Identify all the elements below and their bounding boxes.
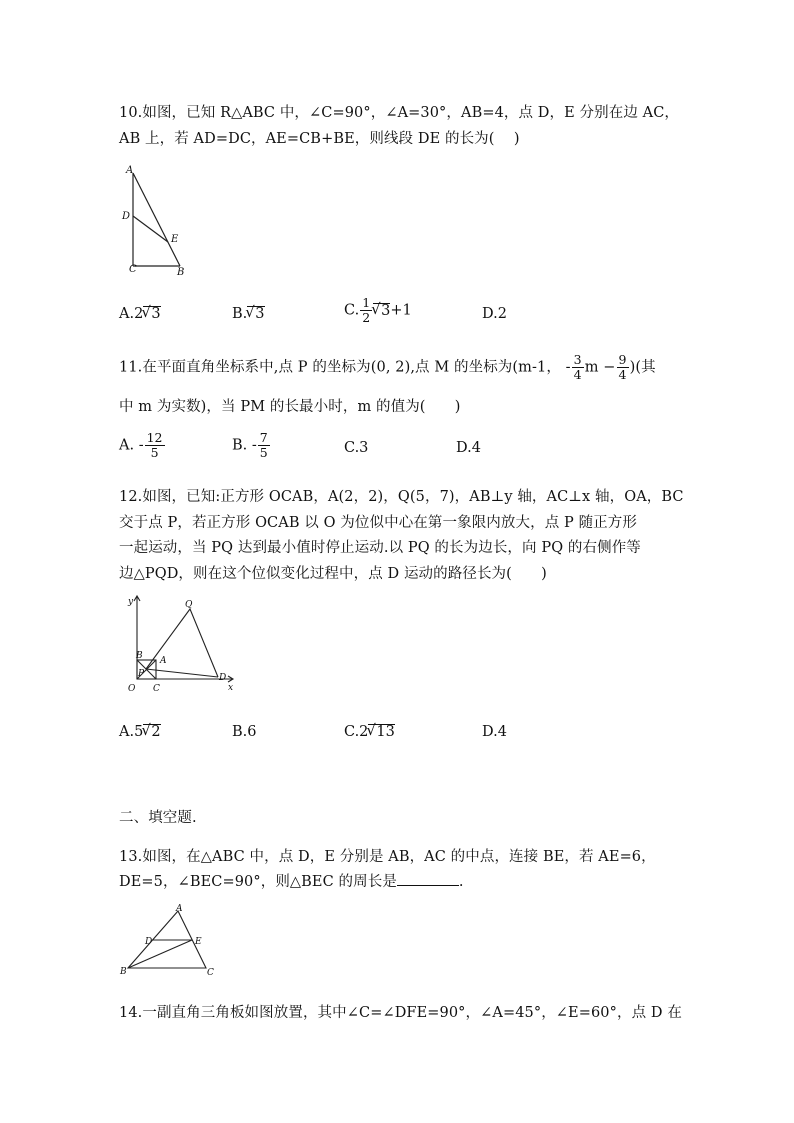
q10-option-d: D.2 [482, 306, 507, 322]
q12-label-P: P [138, 669, 145, 679]
q12-option-a: A.5√ 2 [119, 724, 161, 740]
q10-label-A: A [126, 165, 134, 176]
q12-text-line4: 边△PQD，则在这个位似变化过程中，点 D 运动的路径长为( ) [119, 566, 547, 582]
q10-label-E: E [171, 234, 179, 245]
q10-label-B: B [177, 267, 185, 278]
q10-option-b: B.√ 3 [232, 306, 265, 322]
q13-text-line2: DE=5，∠BEC=90°，则△BEC 的周长是 . [119, 874, 464, 890]
q13-text-line1: 13.如图，在△ABC 中，点 D，E 分别是 AB，AC 的中点，连接 BE，若 AE=6， [119, 849, 656, 865]
q14-text-line1: 14.一副直角三角板如图放置，其中∠C=∠DFE=90°，∠A=45°，∠E=60°，点 D 在 [119, 1005, 682, 1021]
q12-figure [118, 592, 243, 700]
q11-text-line2: 中 m 为实数)，当 PM 的长最小时，m 的值为( ) [119, 399, 461, 415]
q13-label-E: E [195, 937, 202, 947]
q13-answer-blank[interactable] [397, 873, 459, 886]
q13-label-D: D [145, 937, 153, 947]
q12-text-line2: 交于点 P，若正方形 OCAB 以 O 为位似中心在第一象限内放大，点 P 随正方形 [119, 515, 637, 531]
q10-label-C: C [129, 264, 137, 275]
q12-text-line3: 一起运动，当 PQ 达到最小值时停止运动.以 PQ 的长为边长，向 PQ 的右侧作等 [119, 540, 641, 556]
q13-label-C: C [207, 968, 214, 978]
q10-option-c: C. $\frac{1}{2}$ √ 3+1 [344, 296, 412, 325]
q10-text-line2: AB 上，若 AD=DC，AE=CB+BE，则线段 DE 的长为( ) [119, 131, 520, 147]
q12-option-d: D.4 [482, 724, 507, 740]
q11-option-c: C.3 [344, 440, 369, 456]
q13-figure [118, 903, 223, 983]
q12-label-D: D [219, 673, 227, 683]
q10-label-D: D [122, 211, 131, 222]
q12-label-C: C [153, 684, 160, 694]
q11-option-d: D.4 [456, 440, 481, 456]
q12-text-line1: 12.如图，已知:正方形 OCAB，A(2，2)，Q(5，7)，AB⊥y 轴，AC⊥x 轴，OA，BC [119, 489, 684, 505]
q12-label-O: O [128, 684, 136, 694]
q12-option-b: B.6 [232, 724, 257, 740]
q12-label-Q: Q [185, 600, 193, 610]
q11-text-line1: 11.在平面直角坐标系中,点 P 的坐标为(0, 2),点 M 的坐标为(m-1， - $\frac{3}{4}$ m − $\frac{9}{4}$ )(其 [119, 352, 656, 382]
q12-label-x: x [228, 683, 234, 693]
q13-label-B: B [120, 967, 127, 977]
q11-option-a: A. - $\frac{12}{5}$ [119, 430, 163, 460]
q10-figure [118, 163, 198, 278]
q11-option-b: B. - $\frac{7}{5}$ [232, 430, 268, 460]
section-heading-fill-in: 二、填空题. [119, 810, 197, 826]
q10-text-line1: 10.如图，已知 R△ABC 中，∠C=90°，∠A=30°，AB=4，点 D，E 分别在边 AC， [119, 105, 680, 121]
q13-label-A: A [176, 904, 183, 914]
q12-label-y: y [128, 597, 134, 607]
q12-option-c: C.2√ 13 [344, 724, 395, 740]
q12-label-A: A [160, 656, 167, 666]
q10-option-a: A.2√ 3 [119, 306, 161, 322]
q12-label-B: B [136, 651, 143, 661]
